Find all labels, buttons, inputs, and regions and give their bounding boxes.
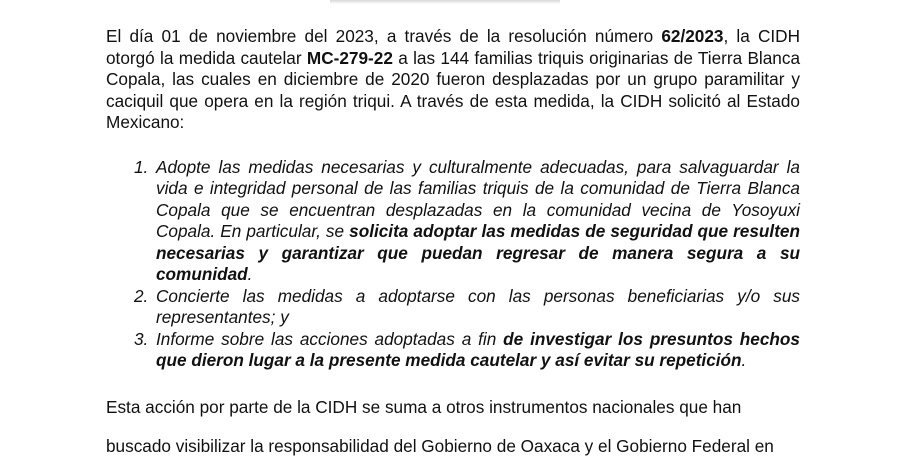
cropped-header-line <box>330 0 560 4</box>
spacer <box>106 134 800 157</box>
intro-text-a: El día 01 de noviembre del 2023, a través de la resolución número <box>106 26 662 46</box>
closing-text-cut: buscado visibilizar la responsabilidad del Gobierno de Oaxaca y el Gobierno Federal en <box>106 436 774 456</box>
list-item-1-text-c: . <box>247 264 253 284</box>
intro-paragraph <box>106 26 800 134</box>
spacer <box>106 372 800 397</box>
cropped-bottom-line <box>106 436 800 456</box>
intro-text-e: a las 144 familias triquis originarias de Tierra Blanca Copala, las cuales en diciembre de 2020 fueron desplazadas por un grupo paramilitar y caciquil que opera en la región triqui. A través de esta medida, la CIDH solicitó al Estado Mexicano: <box>106 47 801 132</box>
list-number: 2. <box>134 285 149 306</box>
list-item-3-emphasis: de investigar los presuntos hechos que dieron lugar a la presente medida cautelar y así evitar su repetición <box>156 328 800 370</box>
list-item-3-text-c: . <box>741 350 747 370</box>
requests-list <box>106 157 800 372</box>
list-number: 1. <box>134 156 149 177</box>
document-body <box>106 26 800 418</box>
list-item-1-emphasis: solicita adoptar las medidas de seguridad que resulten necesarias y garantizar que puedan regresar de manera segura a su comunidad <box>156 221 800 284</box>
closing-paragraph <box>106 397 800 419</box>
precautionary-measure-id: MC-279-22 <box>306 47 393 68</box>
resolution-number: 62/2023 <box>661 26 724 46</box>
list-item-2-text: Concierte las medidas a adoptarse con las personas beneficiarias y/o sus representantes; y <box>156 285 800 327</box>
cropped-header-remnant <box>0 0 900 6</box>
list-item-1 <box>106 157 800 286</box>
closing-text: Esta acción por parte de la CIDH se suma a otros instrumentos nacionales que han <box>106 396 742 417</box>
list-item-3-text-a: Informe sobre las acciones adoptadas a fin <box>156 328 504 349</box>
list-item-1-text-a: Adopte las medidas necesarias y culturalmente adecuadas, para salvaguardar la vida e integridad personal de las familias triquis de la comunidad de Tierra Blanca Copala que se encuentran desplazadas en la comunidad vecina de Yosoyuxi Copala. En particular, se <box>156 156 800 241</box>
list-number: 3. <box>134 328 149 349</box>
list-item-2 <box>106 286 800 329</box>
list-item-3 <box>106 329 800 372</box>
intro-text-c: , la CIDH otorgó la medida cautelar <box>106 26 800 68</box>
